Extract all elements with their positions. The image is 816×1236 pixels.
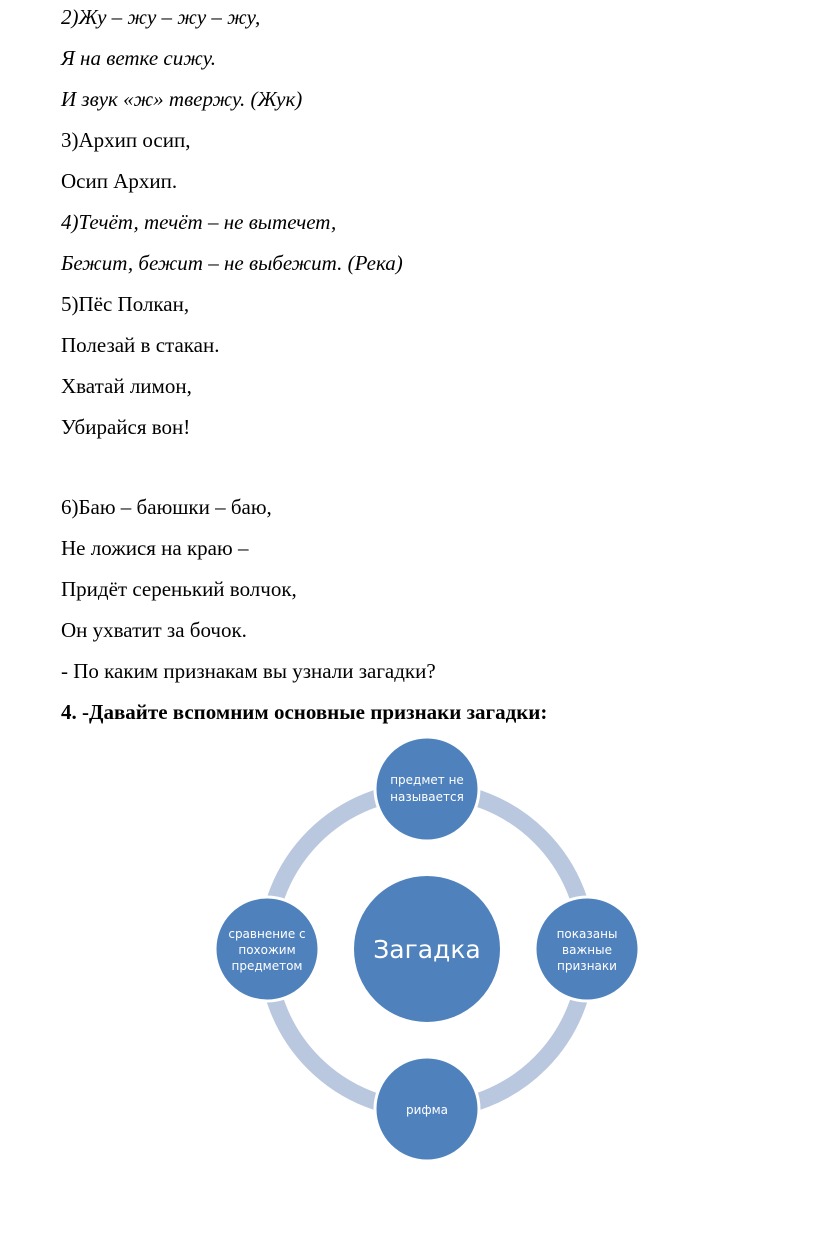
verse-6-line-1: 6)Баю – баюшки – баю, [61, 495, 272, 519]
verse-5-line-1: 5)Пёс Полкан, [61, 292, 190, 316]
verse-3-line-2: Осип Архип. [61, 169, 178, 193]
verse-6-line-4: Он ухватит за бочок. [61, 618, 247, 642]
node-right-line-1: показаны [556, 927, 618, 941]
center-node-label: Загадка [373, 935, 481, 964]
verse-6-line-2: Не ложися на краю – [61, 536, 249, 560]
verse-6-line-3: Придёт серенький волчок, [61, 577, 297, 601]
node-right-line-2: важные [562, 943, 612, 957]
riddle-2-line-2: Я на ветке сижу. [61, 46, 217, 70]
node-left-line-1: сравнение с [228, 927, 306, 941]
section-heading: 4. -Давайте вспомним основные признаки загадки: [61, 700, 548, 724]
question-line: - По каким признакам вы узнали загадки? [61, 659, 436, 683]
node-top-line-2: называется [390, 790, 464, 804]
verse-3-line-1: 3)Архип осип, [61, 128, 191, 152]
verse-5-line-3: Хватай лимон, [61, 374, 192, 398]
node-top [375, 737, 479, 841]
riddle-4-line-1: 4)Течёт, течёт – не вытечет, [61, 210, 337, 234]
verse-5-line-4: Убирайся вон! [61, 415, 191, 439]
node-top-line-1: предмет не [390, 773, 464, 787]
node-right-line-3: признаки [557, 959, 617, 973]
node-bottom-line-1: рифма [405, 1103, 449, 1117]
node-left-line-2: похожим [238, 943, 296, 957]
riddle-2-line-3: И звук «ж» твержу. (Жук) [61, 87, 303, 111]
node-left-line-3: предметом [231, 959, 303, 973]
verse-5-line-2: Полезай в стакан. [61, 333, 220, 357]
riddle-4-line-2: Бежит, бежит – не выбежит. (Река) [61, 251, 403, 275]
riddle-2-line-1: 2)Жу – жу – жу – жу, [61, 5, 261, 29]
